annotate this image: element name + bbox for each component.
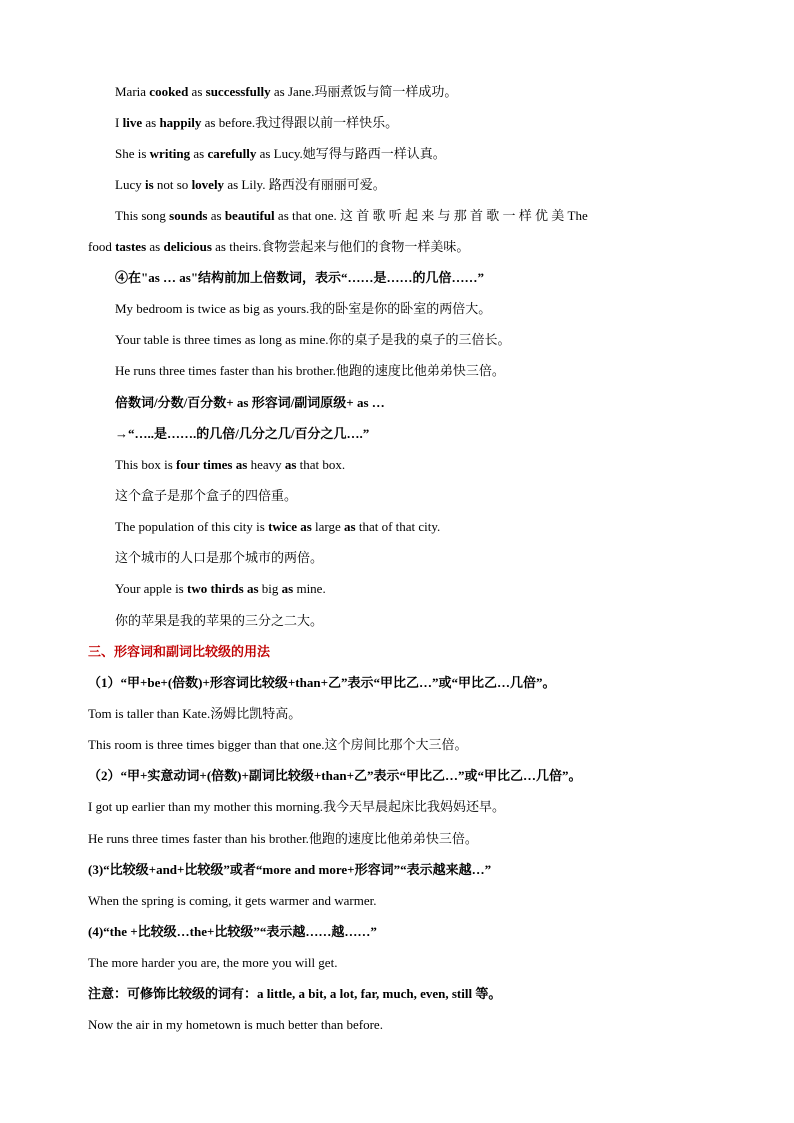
example-line — [0, 830, 794, 848]
text-run: This box is — [115, 457, 177, 472]
text-run: When the spring is coming, it gets warmer and warmer. — [88, 893, 377, 908]
example-line — [0, 954, 794, 972]
example-line — [0, 456, 794, 474]
example-line — [0, 580, 794, 598]
text-run: large — [311, 519, 345, 534]
text-run: ④在"as … as"结构前加上倍数词，表示“……是……的几倍……” — [115, 270, 485, 285]
example-line — [0, 518, 794, 536]
text-run: My bedroom is twice as big as yours.我的卧室是你的卧室的两倍大。 — [115, 301, 492, 316]
text-run: happily — [159, 115, 202, 130]
text-run: heavy — [247, 457, 285, 472]
text-run: successfully — [205, 84, 271, 99]
example-line — [0, 736, 794, 754]
rule-formula — [0, 425, 794, 443]
rule-heading — [0, 674, 794, 692]
note-line — [0, 985, 794, 1003]
example-line — [0, 1016, 794, 1034]
text-run: He runs three times faster than his brother.他跑的速度比他弟弟快三倍。 — [115, 363, 505, 378]
text-run: This song — [115, 208, 170, 223]
text-run: beautiful — [224, 208, 275, 223]
example-line — [0, 892, 794, 910]
rule-heading — [0, 767, 794, 785]
example-line — [0, 331, 794, 349]
text-run: cooked — [149, 84, 189, 99]
text-run: The more harder you are, the more you will get. — [88, 955, 338, 970]
text-run: as Lily. 路西没有丽丽可爱。 — [224, 177, 386, 192]
text-run: (3)“比较级+and+比较级”或者“more and more+形容词”“表示越来越…” — [88, 862, 492, 877]
text-run: →“…..是…….的几倍/几分之几/百分之几….” — [115, 426, 370, 441]
example-line — [0, 549, 794, 567]
text-run: 注意：可修饰比较级的词有：a little, a bit, a lot, far, much, even, still 等。 — [88, 986, 502, 1001]
text-run: Your apple is — [115, 581, 187, 596]
text-run: 这个盒子是那个盒子的四倍重。 — [115, 488, 298, 503]
text-run: as — [207, 208, 225, 223]
text-run: not so — [153, 177, 192, 192]
text-run: The population of this city is — [115, 519, 269, 534]
text-run: as — [190, 146, 208, 161]
text-run: 这个城市的人口是那个城市的两倍。 — [115, 550, 324, 565]
text-run: mine. — [293, 581, 326, 596]
example-line — [0, 798, 794, 816]
text-run: big — [258, 581, 282, 596]
text-run: I — [115, 115, 123, 130]
section-heading — [0, 643, 794, 661]
text-run: This room is three times bigger than that one.这个房间比那个大三倍。 — [88, 737, 468, 752]
text-run: is — [144, 177, 154, 192]
text-run: （1）“甲+be+(倍数)+形容词比较级+than+乙”表示“甲比乙…”或“甲比乙…几倍”。 — [88, 675, 556, 690]
text-run: food — [88, 239, 116, 254]
text-run: as — [188, 84, 206, 99]
text-run: as — [284, 457, 297, 472]
text-run: twice as — [268, 519, 312, 534]
text-run: as Jane.玛丽煮饭与简一样成功。 — [270, 84, 458, 99]
text-run: Lucy — [115, 177, 145, 192]
text-run: He runs three times faster than his brother.他跑的速度比他弟弟快三倍。 — [88, 831, 478, 846]
text-run: Tom is taller than Kate.汤姆比凯特高。 — [88, 706, 302, 721]
text-run: 三、形容词和副词比较级的用法 — [88, 644, 271, 659]
text-run: 你的苹果是我的苹果的三分之二大。 — [115, 613, 324, 628]
text-run: Your table is three times as long as mine.你的桌子是我的桌子的三倍长。 — [115, 332, 511, 347]
text-run: as Lucy.她写得与路西一样认真。 — [256, 146, 446, 161]
example-line — [0, 705, 794, 723]
text-run: (4)“the +比较级…the+比较级”“表示越……越……” — [88, 924, 377, 939]
example-line — [0, 83, 794, 101]
text-run: as — [344, 519, 356, 534]
text-run: that of that city. — [355, 519, 441, 534]
text-run: as before.我过得跟以前一样快乐。 — [201, 115, 399, 130]
text-run: as theirs.食物尝起来与他们的食物一样美味。 — [211, 239, 470, 254]
example-line — [0, 207, 794, 225]
text-run: Maria — [115, 84, 150, 99]
text-run: that box. — [296, 457, 346, 472]
text-run: （2）“甲+实意动词+(倍数)+副词比较级+than+乙”表示“甲比乙…”或“甲比乙…几倍”。 — [88, 768, 582, 783]
text-run: as — [142, 115, 160, 130]
text-run: delicious — [163, 239, 212, 254]
text-run: carefully — [207, 146, 257, 161]
text-run: She is — [115, 146, 150, 161]
text-run: I got up earlier than my mother this morning.我今天早晨起床比我妈妈还早。 — [88, 799, 506, 814]
example-line — [0, 487, 794, 505]
rule-heading — [0, 923, 794, 941]
rule-formula — [0, 394, 794, 412]
example-line — [0, 114, 794, 132]
text-run: four times as — [176, 457, 248, 472]
text-run: writing — [149, 146, 191, 161]
text-run: Now the air in my hometown is much better than before. — [88, 1017, 383, 1032]
text-run: as — [146, 239, 164, 254]
example-line — [0, 612, 794, 630]
text-run: live — [122, 115, 143, 130]
text-run: two thirds as — [187, 581, 259, 596]
text-run: as that one. 这 首 歌 听 起 来 与 那 首 歌 一 样 优 美 The — [274, 208, 588, 223]
rule-heading — [0, 861, 794, 879]
example-line — [0, 176, 794, 194]
text-run: sounds — [169, 208, 208, 223]
text-run: lovely — [191, 177, 225, 192]
example-line — [0, 145, 794, 163]
text-run: 倍数词/分数/百分数+ as 形容词/副词原级+ as … — [115, 395, 385, 410]
example-line — [0, 300, 794, 318]
example-line — [0, 238, 794, 256]
text-run: as — [281, 581, 294, 596]
rule-heading — [0, 269, 794, 287]
example-line — [0, 362, 794, 380]
text-run: tastes — [115, 239, 147, 254]
